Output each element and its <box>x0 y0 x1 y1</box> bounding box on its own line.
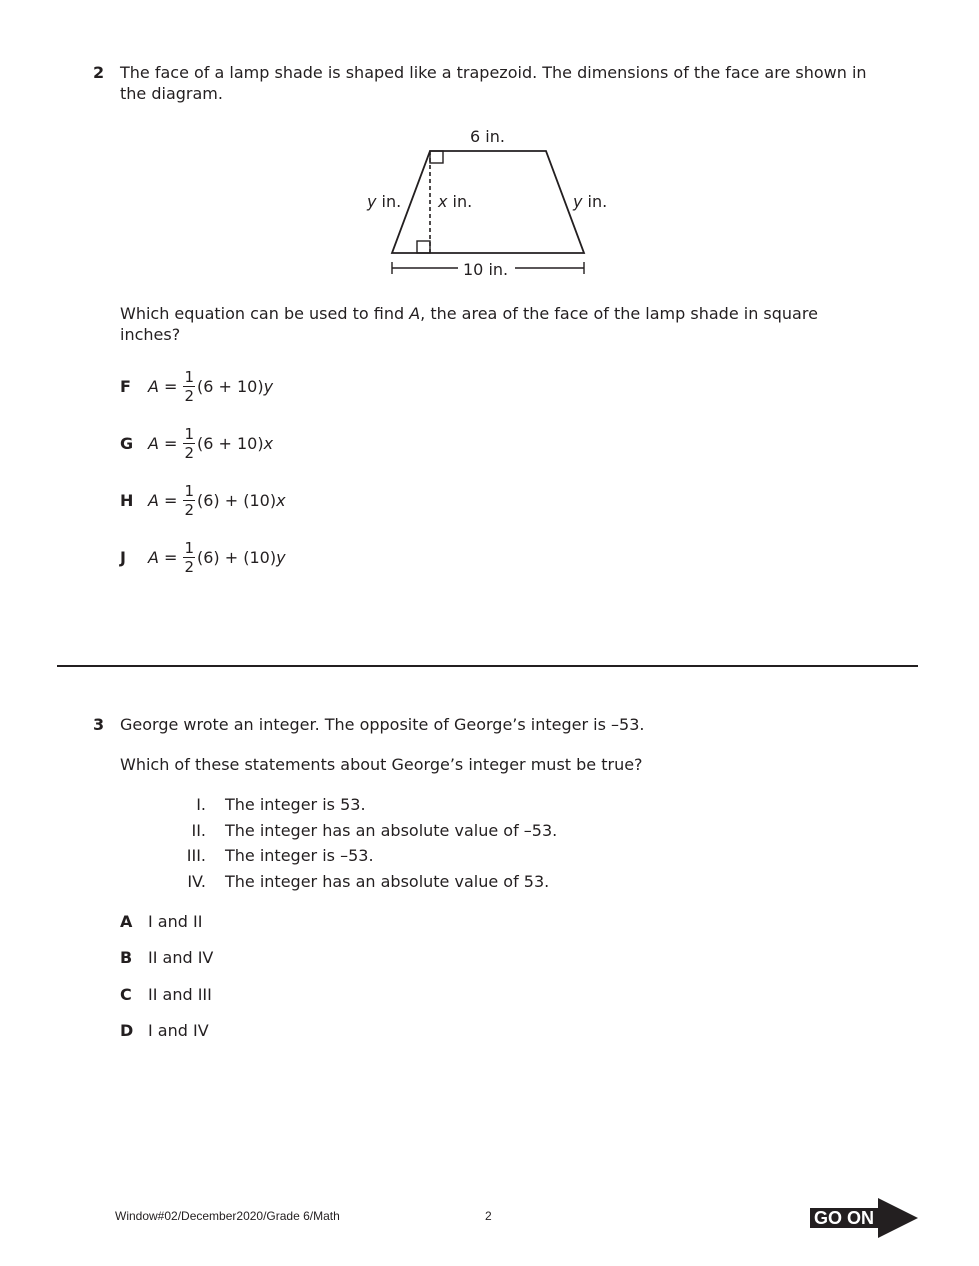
fraction: $\frac{1}{2}$ <box>184 539 194 576</box>
choice-b[interactable]: B II and IV <box>120 948 214 967</box>
statement-numeral: II. <box>191 821 206 840</box>
choice-g[interactable]: G A = $\frac{1}{2}$ (6 + 10) x <box>120 425 274 462</box>
choice-d[interactable]: D I and IV <box>120 1021 209 1040</box>
statement-numeral: III. <box>186 846 206 865</box>
top-base-label: 6 in. <box>470 127 505 146</box>
choice-h[interactable]: H A = $\frac{1}{2}$ (6) + (10) x <box>120 482 286 519</box>
question-3-prompt: Which of these statements about George’s integer must be true? <box>120 755 643 774</box>
statement-numeral: IV. <box>187 872 206 891</box>
left-side-label: y in. <box>367 192 402 211</box>
question-3-stem: George wrote an integer. The opposite of George’s integer is –53. <box>120 715 645 734</box>
right-side-label: y in. <box>573 192 608 211</box>
right-angle-mark-top <box>430 151 443 163</box>
footer-source: Window#02/December2020/Grade 6/Math <box>115 1209 340 1223</box>
choice-f[interactable]: F A = $\frac{1}{2}$ (6 + 10) y <box>120 368 274 405</box>
statement-numeral: I. <box>196 795 206 814</box>
page-number: 2 <box>485 1209 492 1223</box>
statement-text: The integer has an absolute value of 53. <box>225 872 550 891</box>
statement-text: The integer is –53. <box>225 846 374 865</box>
trapezoid-shape <box>392 151 584 253</box>
fraction: $\frac{1}{2}$ <box>184 368 194 405</box>
question-2-number: 2 <box>93 63 105 82</box>
bottom-base-label: 10 in. <box>463 260 509 279</box>
statement-text: The integer has an absolute value of –53. <box>225 821 558 840</box>
statement-text: The integer is 53. <box>225 795 366 814</box>
section-divider <box>57 665 918 667</box>
question-3-number: 3 <box>93 715 105 734</box>
choice-a[interactable]: A I and II <box>120 912 203 931</box>
right-angle-mark-bottom <box>417 241 430 253</box>
choice-letter: F <box>120 377 131 396</box>
question-2-prompt: Which equation can be used to find A, the area of the face of the lamp shade in square inches? <box>120 304 818 344</box>
height-label: x in. <box>438 192 473 211</box>
choice-letter: J <box>120 548 126 567</box>
go-on-label: GO ON <box>814 1208 875 1228</box>
fraction: $\frac{1}{2}$ <box>184 482 194 519</box>
choice-j[interactable]: J A = $\frac{1}{2}$ (6) + (10) y <box>120 539 286 576</box>
trapezoid-diagram <box>350 120 630 285</box>
choice-letter: H <box>120 491 134 510</box>
question-2-stem: The face of a lamp shade is shaped like a trapezoid. The dimensions of the face are shown in the diagram. <box>120 63 867 103</box>
go-on-button[interactable] <box>810 1198 920 1238</box>
choice-c[interactable]: C II and III <box>120 985 212 1004</box>
fraction: $\frac{1}{2}$ <box>184 425 194 462</box>
choice-letter: G <box>120 434 134 453</box>
